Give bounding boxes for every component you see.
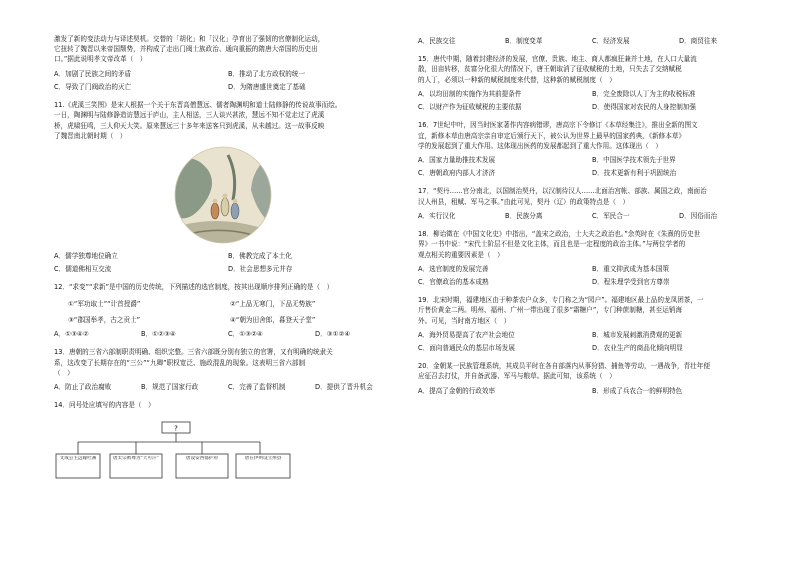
q13-option-c: C．完善了监督机制: [228, 382, 286, 391]
q12-options: [54, 329, 392, 339]
q12-item-2: ②“上品无寒门，下品无势族”: [230, 299, 316, 308]
q15-option-b: B．完全废除以人丁为主的收税标准: [592, 89, 696, 98]
q13-option-d: D．提供了晋升机会: [315, 382, 373, 391]
q19-stem: [418, 295, 756, 326]
q11-line: 11.《虎溪三笑图》是宋人根据一个关于东晋高僧慧远、儒者陶渊明和道士陆修静的传说故事而绘。: [54, 101, 342, 110]
q20-option-b: B．形成了兵农合一的鲜明特色: [592, 386, 683, 395]
q14-box-3-text: 唐设安西都护府: [185, 456, 219, 462]
q18-option-a: A．选官制度的发展完善: [418, 264, 489, 273]
q18-option-d: D．程朱理学受到官方尊崇: [592, 277, 670, 286]
q12-item-4: ④“朝为田舍郎，暮登天子堂”: [230, 315, 316, 324]
q11-option-b: B．佛教完成了本土化: [228, 251, 292, 260]
q19-option-a: A．海外贸易提高了农产社会地位: [418, 330, 515, 339]
q12-option-b: B．①②③④: [141, 330, 176, 339]
q12-option-c: C．①③②④: [228, 330, 263, 339]
q11-option-a: A．儒学独尊地位确立: [54, 251, 118, 260]
q14-box-4-text: 唐在伊州设立州县: [244, 456, 282, 462]
q20-stem: [418, 361, 756, 381]
q15-line: 散，田亩转移，贫富分化很大的情况下，唐王朝取消了征收赋税的土地，只失去了交纳赋税: [418, 65, 682, 74]
q14-option-d: D．商贸往来: [679, 37, 718, 45]
q19-line: 19．北宋时期，福建地区由于种茶农户众多，专门称之为“园户”。福建地区最上品的龙凤团茶，一: [418, 296, 704, 305]
q11-line: 了魏晋南北朝时期（ ）: [54, 131, 127, 140]
q19-line: 外。可见，当时南方地区（ ）: [418, 316, 511, 325]
q12-items: [54, 299, 392, 325]
q19-option-b: B．城市发展刺激消费观的更新: [592, 330, 683, 339]
q11-option-d: D．社会思想多元并存: [228, 265, 293, 274]
q13-option-a: A．防止了政治腐败: [54, 382, 112, 391]
q15-options: [418, 89, 756, 112]
q15-line: 的人丁，必须以一种新的赋税制度来代替，这种新的赋税制度（ ）: [418, 75, 616, 84]
q11-option-c: C．儒道佛相互交流: [54, 265, 112, 274]
q10-stem: [54, 34, 392, 65]
left-column: [54, 34, 392, 486]
q16-option-c: C．唐朝政府内部人才济济: [418, 169, 496, 178]
q11-line: 桥，虎啸狂鸣，三人仰天大笑。原来慧远三十多年来送客只到虎溪，从未越过。这一故事反映: [54, 121, 325, 130]
q20-options: [418, 386, 756, 396]
q18-line: 18．柳诒徵在《中国文化史》中指出，“盖宋之政治，士大夫之政治也。”余英时在《朱熹的历史世: [418, 230, 701, 239]
q11-line: 一日，陶渊明与陆修静造访慧远于庐山，主人相送，三人谈兴甚浓，慧远不知不觉走过了虎溪: [54, 111, 325, 120]
q12-item-3: ③“郡国举孝，古之贡士”: [68, 315, 141, 324]
q14-diagram: [54, 420, 294, 482]
q19-line: 斤售价黄金二两。明州、福州、广州一带出现了很多“霜糖户”，专门种蔗制糖，甚至运销海: [418, 306, 682, 315]
q19-options: [418, 330, 756, 353]
q10-option-c: C．导致了门阀政治的灭亡: [54, 82, 132, 91]
q18-line: 观点相关的重要因素是（ ）: [418, 250, 504, 259]
q10-option-d: D．为隋唐盛世奠定了基础: [228, 82, 306, 91]
q15-option-a: A．以均田制的实施作为其前提条件: [418, 89, 522, 98]
q13-stem: [54, 347, 392, 378]
q12-item-1: ①“军功取士”“计首授爵”: [68, 299, 141, 308]
q20-line: 20．金朝某一民族管理系统，其成员平时在各自部落内从事狩猎、捕鱼等劳动，一遇战争，青壮年便: [418, 362, 710, 371]
q10-line: 口。”据此说明孝文帝改革（ ）: [54, 55, 147, 64]
q17-line: 17．“契丹……官分南北，以国制治契丹，以汉制待汉人……北面治宫帐、部族、属国之政，南面治: [418, 187, 707, 196]
q10-option-a: A．加剧了民族之间的矛盾: [54, 69, 132, 78]
q16-option-b: B．中国医学技术领先于世界: [592, 155, 676, 164]
right-column: [418, 36, 756, 404]
q16-option-a: A．国家力量助推技术发展: [418, 155, 496, 164]
tiger-creek-painting-image: [173, 145, 273, 245]
q12-stem: 12．“求变”“求新”是中国的历史传统，下列描述的选官制度，按其出现顺序排列正确的是（ ）: [54, 283, 334, 292]
q14-option-a: A．民族交往: [418, 37, 456, 45]
q18-option-b: B．重文抑武成为基本国策: [592, 264, 670, 273]
q17-option-d: D．因俗而治: [679, 211, 718, 220]
q19-option-d: D．农业生产的商品化倾向明显: [592, 344, 683, 353]
q17-stem: [418, 186, 756, 206]
q18-option-c: C．官僚政治的基本成熟: [418, 277, 489, 286]
q12-option-d: D．③①②④: [315, 330, 351, 339]
q16-options: [418, 155, 756, 178]
q14-options: [418, 36, 756, 46]
q16-option-d: D．技术更新有利于巩固统治: [592, 169, 677, 178]
q17-options: [418, 211, 756, 221]
q15-option-c: C．以财产作为征收赋税的主要依据: [418, 103, 522, 112]
q16-stem: [418, 120, 756, 151]
q17-option-a: A．实行汉化: [418, 211, 456, 220]
q18-options: [418, 264, 756, 287]
q13-line: 13．唐朝的三省六部制职责明确、组织完整。三省六部既分别有独立的官署，又有明确的统隶关: [54, 348, 333, 357]
q16-line: 16．7世纪中叶，因当时医家著作内容病错谬，唐高宗下令修订《本草经集注》，推出全新的图文: [418, 121, 698, 130]
q18-line: 界》一书中说：“宋代士阶层不但是文化主体，而且也是一定程度的政治主体。”与两位学者的: [418, 240, 686, 249]
q10-option-b: B．推动了北方政权的统一: [228, 69, 306, 78]
q17-line: 汉人州县，租赋、军马之事。”由此可见，契丹（辽）的政策特点是（ ）: [418, 197, 630, 206]
q18-stem: [418, 229, 756, 260]
q13-option-b: B．规范了国家行政: [141, 382, 199, 391]
q14-top-label: ?: [174, 424, 178, 433]
q14-option-b: B．制度变革: [505, 37, 543, 45]
q17-option-b: B．民族分离: [505, 211, 543, 220]
q20-option-a: A．提高了金朝的行政效率: [418, 386, 496, 395]
q10-line: 它扭转了魏晋以来帝国颓势，并构成了走出门阀士族政治、通向重振的隋唐大帝国的历史出: [54, 45, 318, 54]
q10-line: 激发了新的变法动力与译述契机。交替的「胡化」和「汉化」孕育出了强韧的官僚制化运动，: [54, 35, 325, 43]
q14-box-1-text: 文成公主远嫁吐蕃: [59, 456, 97, 462]
q12-option-a: A．①③④②: [54, 330, 89, 339]
q14-box-2-text: 唐太宗被尊为“天可汗”: [112, 456, 160, 462]
q15-stem: [418, 54, 756, 85]
q13-options: [54, 382, 392, 392]
q11-options: [54, 251, 392, 274]
q10-options: [54, 69, 392, 92]
q20-line: 应征召去打仗，并自备武器、军马与粮草。据此可知，该系统（ ）: [418, 372, 616, 381]
q14-option-c: C．经济发展: [592, 37, 630, 45]
q16-line: 学的发展起到了重大作用。这体现出医药的发展都起到了重大作用。这体现出（ ）: [418, 141, 662, 150]
q19-option-c: C．面向普通民众的基层市场发展: [418, 344, 515, 353]
q17-option-c: C．军民合一: [592, 211, 630, 220]
q16-line: 宜，新修本草由唐高宗亲自审定后颁行天下，被公认为世界上最早的国家药典，《新修本草》: [418, 131, 686, 140]
q11-stem: [54, 100, 392, 141]
q13-line: 系，这改变了长期存在的“三公”“九卿”职权宽泛、施政混乱的现象。这表明三省六部制: [54, 358, 306, 367]
q14-stem: 14．问号处应填写的内容是（ ）: [54, 401, 155, 410]
q15-line: 15．唐代中期，随着封建经济的发展，官僚、贵族、地主、商人都疯狂兼并土地，在人口大量流: [418, 55, 697, 64]
q15-option-d: D．使得国家对农民的人身控制加强: [592, 103, 696, 112]
q13-line: （ ）: [54, 368, 74, 377]
